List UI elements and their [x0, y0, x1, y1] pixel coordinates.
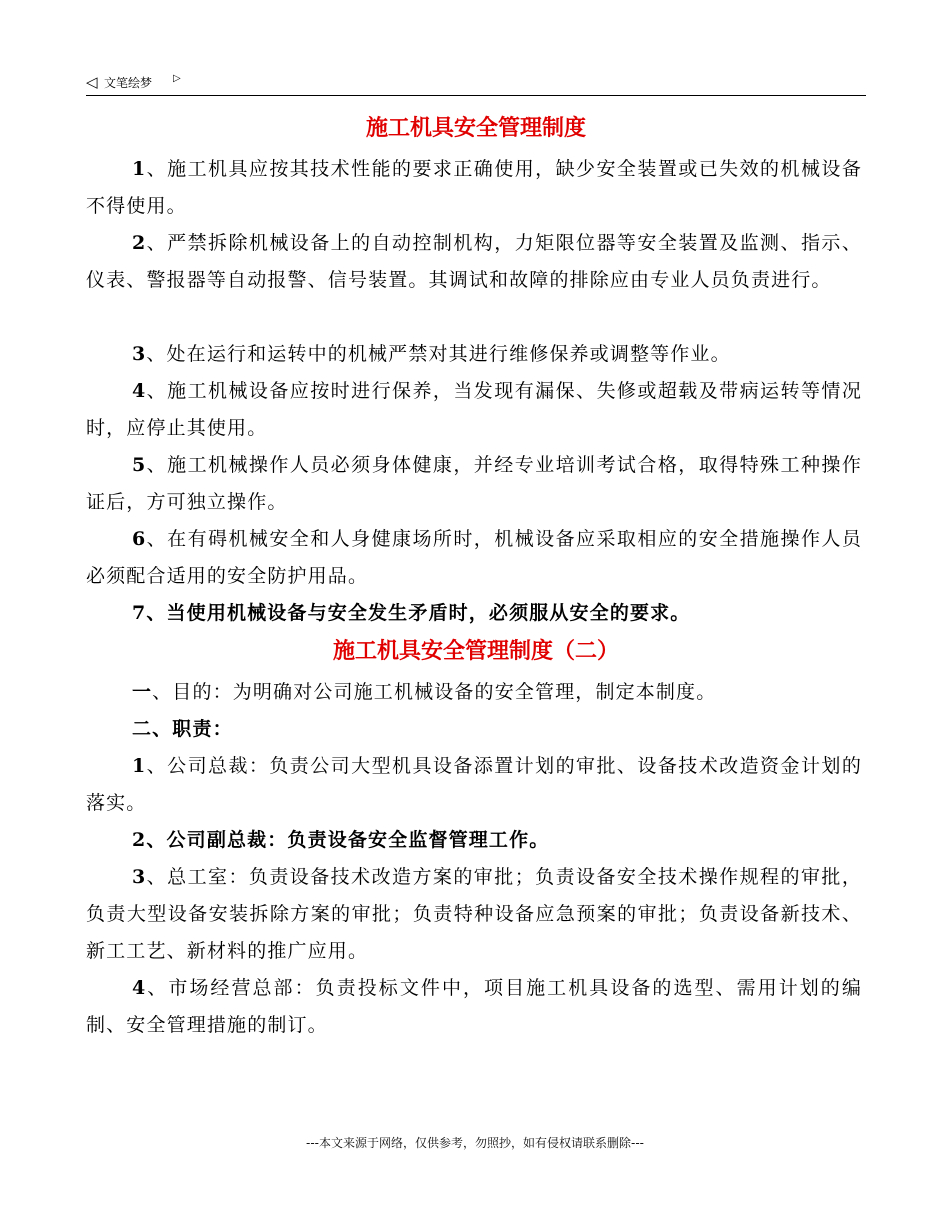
- section-1-paragraph-4-number: 4: [132, 380, 147, 402]
- section-1-paragraph-2: [86, 225, 862, 299]
- right-triangle-icon: ▷: [173, 73, 181, 84]
- section-1-paragraph-1-text: 、施工机具应按其技术性能的要求正确使用，缺少安全装置或已失效的机械设备不得使用。: [86, 158, 862, 217]
- section-2-paragraph-5-text: 、总工室：负责设备技术改造方案的审批；负责设备安全技术操作规程的审批，负责大型设备安装拆除方案的审批；负责特种设备应急预案的审批；负责设备新技术、新工工艺、新材料的推广应用。: [86, 866, 862, 962]
- section-1-paragraph-2-text: 、严禁拆除机械设备上的自动控制机构，力矩限位器等安全装置及监测、指示、仪表、警报器等自动报警、信号装置。其调试和故障的排除应由专业人员负责进行。: [86, 232, 862, 291]
- section-2-paragraph-5-number: 3: [132, 866, 147, 888]
- section-1-paragraph-3-number: 3: [132, 343, 147, 365]
- section-1-paragraph-3-text: 、处在运行和运转中的机械严禁对其进行维修保养或调整等作业。: [146, 343, 731, 365]
- section-2-paragraph-5: [86, 859, 862, 970]
- section-2-title: 施工机具安全管理制度（二）: [332, 638, 619, 664]
- section-2-paragraph-4: 2、公司副总裁：负责设备安全监督管理工作。: [132, 829, 550, 851]
- section-2-paragraph-3-text: 、公司总裁：负责公司大型机具设备添置计划的审批、设备技术改造资金计划的落实。: [86, 755, 862, 814]
- section-1-paragraph-5: [86, 447, 862, 521]
- footer-note: ---本文来源于网络，仅供参考，勿照抄，如有侵权请联系删除---: [306, 1136, 644, 1150]
- section-1-paragraph-7: 7、当使用机械设备与安全发生矛盾时，必须服从安全的要求。: [132, 602, 691, 624]
- section-1-paragraph-2-number: 2: [132, 232, 147, 254]
- section-2-paragraph-2: 二、职责：: [132, 718, 233, 740]
- section-1-paragraph-3: [86, 336, 862, 373]
- section-1-title: 施工机具安全管理制度: [365, 115, 586, 141]
- section-2-paragraph-6-number: 4: [132, 977, 147, 999]
- section-2-paragraph-3-number: 1: [132, 755, 147, 777]
- section-1-paragraph-5-text: 、施工机械操作人员必须身体健康，并经专业培训考试合格，取得特殊工种操作证后，方可独立操作。: [86, 454, 862, 513]
- section-2-paragraph-1-text: 、目的：为明确对公司施工机械设备的安全管理，制定本制度。: [152, 681, 717, 703]
- header-label: 文笔绘梦: [104, 76, 153, 90]
- section-2-paragraph-1: [86, 674, 862, 711]
- section-2-paragraph-1-number: 一: [132, 681, 153, 703]
- section-2-paragraph-6-text: 、市场经营总部：负责投标文件中，项目施工机具设备的选型、需用计划的编制、安全管理措施的制订。: [86, 977, 862, 1036]
- section-2-paragraph-3: [86, 748, 862, 822]
- section-1-paragraph-6-number: 6: [132, 528, 147, 550]
- section-1-paragraph-4: [86, 373, 862, 447]
- left-triangle-icon: ◁: [86, 73, 98, 91]
- section-1-paragraph-6: [86, 521, 862, 595]
- page-header: [86, 72, 866, 96]
- section-1-paragraph-6-text: 、在有碍机械安全和人身健康场所时，机械设备应采取相应的安全措施操作人员必须配合适用的安全防护用品。: [86, 528, 862, 587]
- section-1-paragraph-1: [86, 151, 862, 225]
- section-1-paragraph-1-number: 1: [132, 158, 147, 180]
- section-1-paragraph-4-text: 、施工机械设备应按时进行保养，当发现有漏保、失修或超载及带病运转等情况时，应停止其使用。: [86, 380, 862, 439]
- section-2-paragraph-6: [86, 970, 862, 1044]
- section-1-paragraph-5-number: 5: [132, 454, 147, 476]
